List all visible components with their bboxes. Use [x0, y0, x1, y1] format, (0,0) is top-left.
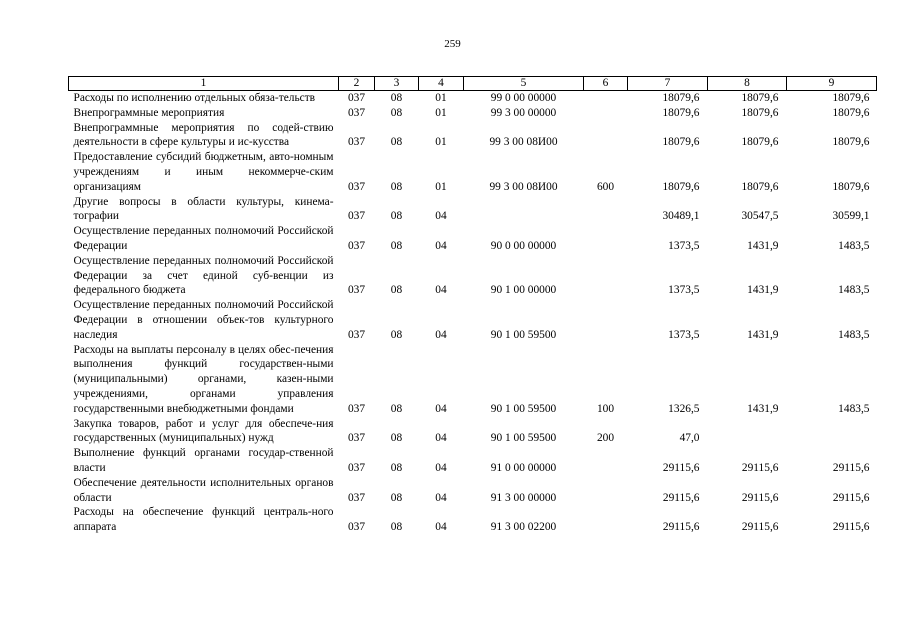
row-expense-type — [584, 505, 628, 535]
row-target-code: 99 3 00 08И00 — [489, 136, 558, 149]
row-expense-type — [584, 446, 628, 476]
row-section-code: 08 — [390, 180, 403, 193]
row-expense-type: 600 — [596, 180, 615, 193]
row-section-code: 08 — [390, 491, 403, 504]
row-section-code: 08 — [390, 210, 403, 223]
row-value-8: 30547,5 — [741, 210, 779, 223]
row-subsection-code: 04 — [435, 461, 447, 474]
row-value-8: 1431,9 — [747, 284, 779, 297]
column-header: 5 — [464, 77, 584, 91]
row-expense-type: 200 — [596, 432, 615, 445]
column-header: 7 — [628, 77, 708, 91]
row-name: Другие вопросы в области культуры, кинема-тографии — [73, 195, 334, 223]
row-subsection-code: 04 — [435, 432, 447, 445]
row-subsection-code: 04 — [435, 491, 447, 504]
table-header-row — [69, 77, 877, 91]
row-section-code: 08 — [390, 239, 403, 252]
row-admin-code: 037 — [347, 284, 366, 297]
row-value-7: 1373,5 — [668, 239, 700, 252]
row-admin-code: 037 — [347, 328, 366, 341]
row-expense-type — [584, 121, 628, 151]
row-value-7: 29115,6 — [662, 461, 700, 474]
row-value-7: 1373,5 — [668, 284, 700, 297]
row-value-8: 1431,9 — [747, 239, 779, 252]
row-value-9: 30599,1 — [832, 210, 870, 223]
row-name: Расходы на выплаты персоналу в целях обес-печения выполнения функций государствен-ными (муниципальными) органами, казен-ными учреждениями, органами управления государственными внебюджетными фондами — [73, 343, 334, 415]
row-admin-code: 037 — [347, 180, 366, 193]
column-header: 4 — [419, 77, 464, 91]
page-number: 259 — [444, 38, 461, 50]
row-target-code: 90 1 00 59500 — [490, 328, 557, 341]
row-value-7: 47,0 — [679, 432, 700, 445]
row-value-9: 29115,6 — [832, 491, 870, 504]
row-value-7: 1326,5 — [668, 402, 700, 415]
row-section-code: 08 — [390, 402, 403, 415]
row-expense-type — [584, 106, 628, 121]
row-target-code: 99 0 00 00000 — [490, 92, 557, 104]
row-name: Осуществление переданных полномочий Российской Федерации — [73, 225, 334, 252]
row-target-code: 90 1 00 59500 — [490, 402, 557, 415]
row-section-code: 08 — [390, 432, 403, 445]
budget-table — [68, 76, 877, 535]
row-value-8: 18079,6 — [741, 136, 779, 149]
row-subsection-code: 04 — [435, 210, 447, 223]
row-value-8: 1431,9 — [747, 402, 779, 415]
column-header: 2 — [339, 77, 375, 91]
row-value-7: 29115,6 — [662, 521, 700, 534]
table-row — [69, 254, 877, 298]
row-expense-type: 100 — [596, 402, 615, 415]
row-name: Осуществление переданных полномочий Российской Федерации в отношении объек-тов культурного наследия — [73, 299, 334, 341]
row-value-9: 29115,6 — [832, 521, 870, 534]
row-value-7: 18079,6 — [662, 180, 700, 193]
row-expense-type — [584, 224, 628, 254]
row-subsection-code: 01 — [435, 136, 447, 149]
table-row — [69, 150, 877, 194]
row-expense-type — [584, 195, 628, 225]
column-header: 6 — [584, 77, 628, 91]
row-subsection-code: 01 — [435, 106, 447, 119]
row-name: Закупка товаров, работ и услуг для обеспече-ния государственных (муниципальных) нужд — [73, 417, 334, 445]
row-value-9: 18079,6 — [832, 136, 870, 149]
row-expense-type — [584, 91, 628, 106]
row-target-code: 99 3 00 00000 — [490, 106, 557, 119]
table-row — [69, 195, 877, 225]
row-value-8: 1431,9 — [747, 328, 779, 341]
row-name: Расходы по исполнению отдельных обяза-тельств — [73, 92, 316, 104]
row-value-9: 1483,5 — [838, 239, 870, 252]
row-section-code: 08 — [390, 106, 403, 119]
row-value-9: 18079,6 — [832, 92, 870, 104]
row-admin-code: 037 — [347, 432, 366, 445]
row-value-9 — [787, 417, 877, 447]
row-value-8: 18079,6 — [741, 106, 779, 119]
table-row — [69, 417, 877, 447]
row-section-code: 08 — [390, 521, 403, 534]
column-header: 3 — [375, 77, 419, 91]
row-value-9: 18079,6 — [832, 106, 870, 119]
row-expense-type — [584, 254, 628, 298]
column-header: 1 — [69, 77, 339, 91]
row-value-8: 29115,6 — [741, 491, 779, 504]
row-value-7: 30489,1 — [662, 210, 700, 223]
row-subsection-code: 01 — [435, 180, 447, 193]
row-value-9: 29115,6 — [832, 461, 870, 474]
table-row — [69, 505, 877, 535]
row-expense-type — [584, 476, 628, 506]
row-subsection-code: 04 — [435, 521, 447, 534]
table-row — [69, 121, 877, 151]
row-target-code: 91 0 00 00000 — [490, 461, 557, 474]
column-header: 8 — [708, 77, 787, 91]
row-value-7: 1373,5 — [668, 328, 700, 341]
row-value-8: 18079,6 — [741, 92, 779, 104]
table-row — [69, 446, 877, 476]
table-row — [69, 224, 877, 254]
row-admin-code: 037 — [347, 491, 366, 504]
row-subsection-code: 04 — [435, 328, 447, 341]
table-row — [69, 476, 877, 506]
row-name: Выполнение функций органами государ-ственной власти — [73, 447, 334, 474]
row-value-8 — [708, 417, 787, 447]
row-target-code: 91 3 00 02200 — [490, 521, 557, 534]
table-row — [69, 343, 877, 417]
row-admin-code: 037 — [347, 239, 366, 252]
row-admin-code: 037 — [347, 521, 366, 534]
row-value-9: 18079,6 — [832, 180, 870, 193]
row-section-code: 08 — [390, 461, 403, 474]
row-target-code: 90 1 00 00000 — [490, 284, 557, 297]
row-name: Внепрограммные мероприятия — [73, 106, 225, 119]
table-row — [69, 298, 877, 342]
row-expense-type — [584, 298, 628, 342]
row-name: Предоставление субсидий бюджетным, авто-номным учреждениям и иным некоммерче-ским организациям — [73, 151, 334, 193]
row-value-8: 29115,6 — [741, 461, 779, 474]
row-target-code — [464, 195, 584, 225]
column-header: 9 — [787, 77, 877, 91]
row-target-code: 91 3 00 00000 — [490, 491, 557, 504]
row-name: Расходы на обеспечение функций централь-ного аппарата — [73, 506, 334, 534]
row-subsection-code: 01 — [435, 92, 447, 104]
row-section-code: 08 — [390, 92, 403, 104]
row-value-8: 18079,6 — [741, 180, 779, 193]
row-admin-code: 037 — [347, 210, 366, 223]
row-name: Обеспечение деятельности исполнительных органов области — [73, 476, 334, 504]
row-value-7: 18079,6 — [662, 106, 700, 119]
row-admin-code: 037 — [347, 402, 366, 415]
row-value-7: 18079,6 — [662, 136, 700, 149]
table-row — [69, 106, 877, 121]
row-target-code: 90 1 00 59500 — [490, 432, 557, 445]
row-value-9: 1483,5 — [838, 402, 870, 415]
row-value-7: 18079,6 — [662, 92, 700, 104]
row-section-code: 08 — [390, 284, 403, 297]
row-admin-code: 037 — [347, 92, 366, 104]
table-body — [69, 91, 877, 535]
row-target-code: 99 3 00 08И00 — [489, 180, 558, 193]
row-admin-code: 037 — [347, 106, 366, 119]
row-admin-code: 037 — [347, 461, 366, 474]
row-value-7: 29115,6 — [662, 491, 700, 504]
table-row — [69, 91, 877, 106]
row-subsection-code: 04 — [435, 402, 447, 415]
row-value-9: 1483,5 — [838, 328, 870, 341]
row-section-code: 08 — [390, 136, 403, 149]
row-subsection-code: 04 — [435, 239, 447, 252]
row-value-9: 1483,5 — [838, 284, 870, 297]
row-name: Внепрограммные мероприятия по содей-ствию деятельности в сфере культуры и ис-кусства — [73, 121, 334, 149]
row-name: Осуществление переданных полномочий Российской Федерации за счет единой суб-венции из федерального бюджета — [73, 254, 334, 297]
row-section-code: 08 — [390, 328, 403, 341]
row-admin-code: 037 — [347, 136, 366, 149]
row-value-8: 29115,6 — [741, 521, 779, 534]
row-target-code: 90 0 00 00000 — [490, 239, 557, 252]
row-subsection-code: 04 — [435, 284, 447, 297]
